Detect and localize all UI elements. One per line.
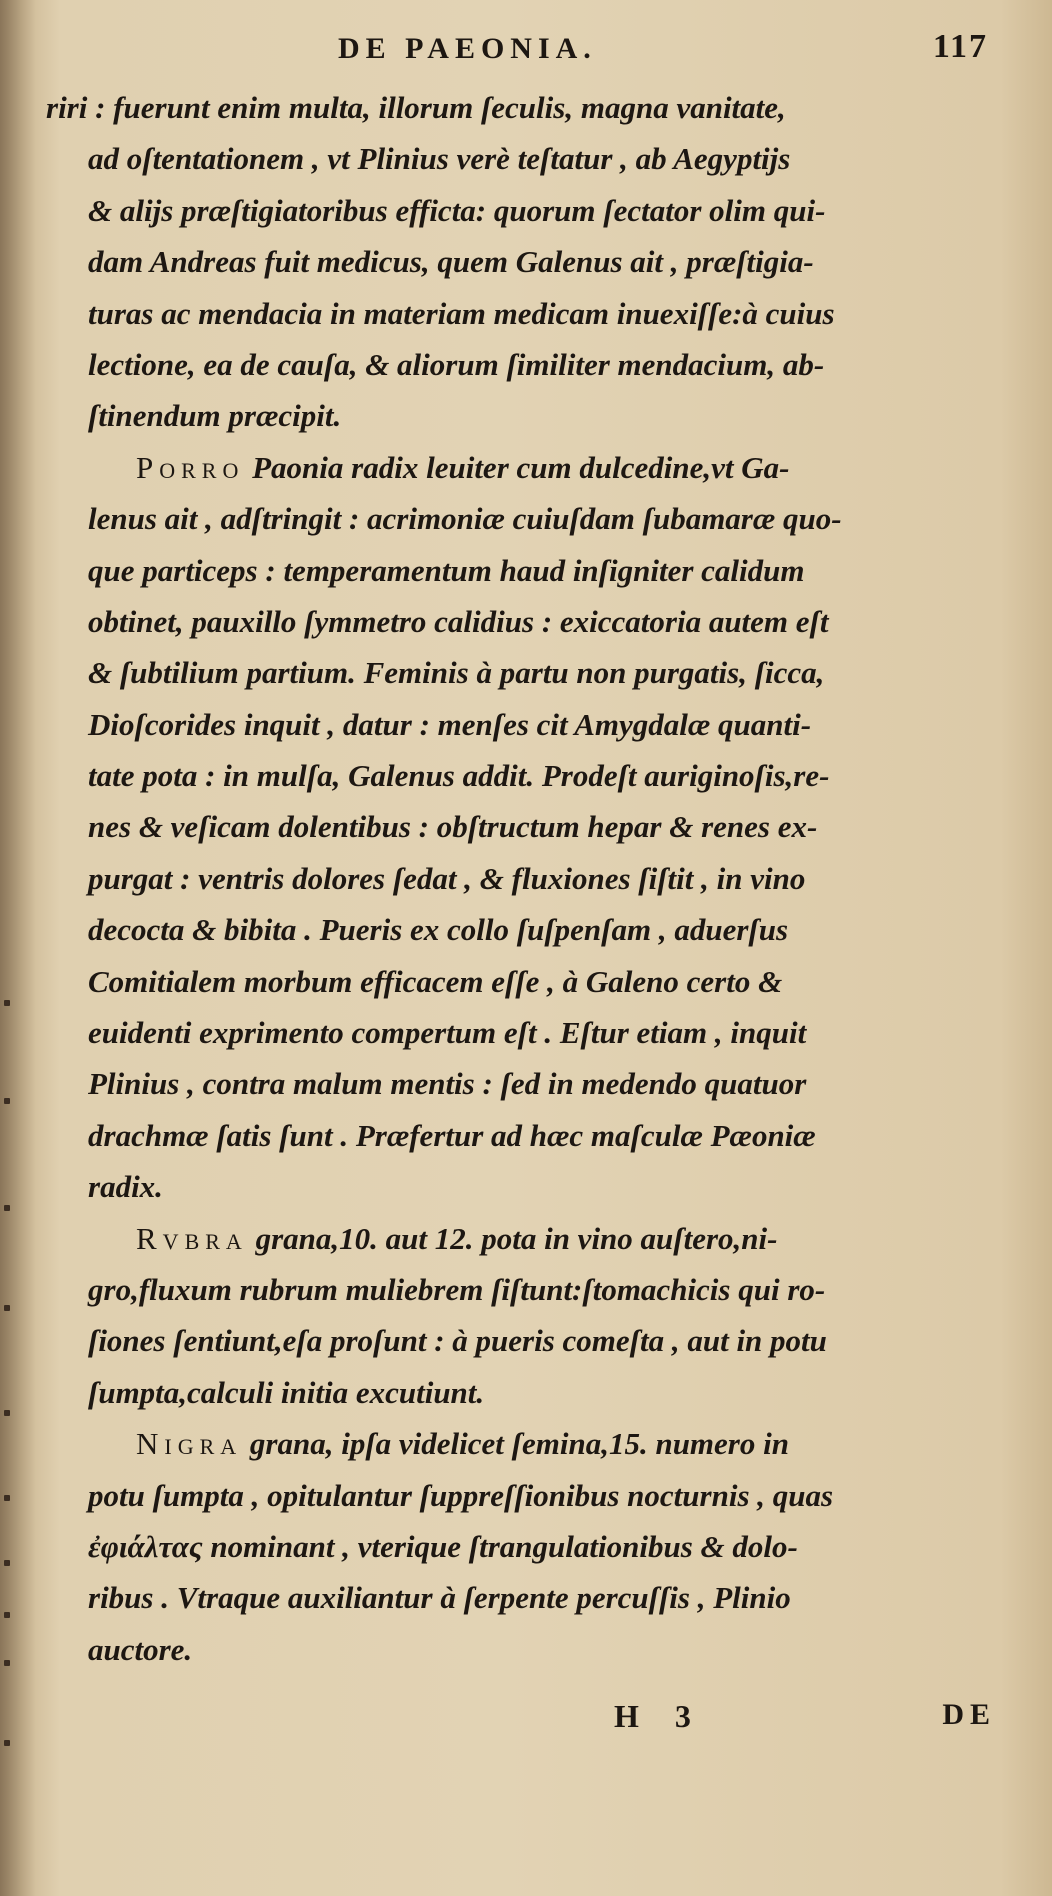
text-line: riri : fuerunt enim multa, illorum ſeculis, magna vanitate, [46,90,786,125]
text-line: lenus ait , adſtringit : acrimoniæ cuiuſdam ſubamaræ quo- [88,501,842,537]
text-line: radix. [88,1169,163,1205]
text-line: ſtinendum præcipit. [88,398,342,434]
text-line: euidenti exprimento compertum eſt . Eſtur etiam , inquit [88,1015,807,1051]
margin-mark [4,1495,10,1501]
text-line: grana,10. aut 12. pota in vino auſtero,ni- [255,1220,778,1256]
text-line: Plinius , contra malum mentis : ſed in medendo quatuor [88,1066,807,1102]
text-line: drachmæ ſatis ſunt . Præfertur ad hæc maſculæ Pæoniæ [88,1117,816,1153]
text-line: Dioſcorides inquit , datur : menſes cit Amygdalæ quanti- [88,706,812,742]
margin-mark [4,1612,10,1618]
text-line: auctore. [88,1631,193,1667]
text-line: ribus . Vtraque auxiliantur à ſerpente percuſſis , Plinio [88,1580,791,1616]
text-line: obtinet, pauxillo ſymmetro calidius : exiccatoria autem eſt [88,603,829,639]
text-line: lectione, ea de cauſa, & aliorum ſimiliter mendacium, ab- [88,346,825,382]
margin-mark [4,1660,10,1666]
text-line: grana, ipſa videlicet ſemina,15. numero in [249,1426,789,1462]
margin-marks [4,1000,18,1800]
paragraph-rubra [36,1213,996,1264]
text-line: tate pota : in mulſa, Galenus addit. Prodeſt auriginoſis,re- [88,758,830,794]
page-number: 117 [932,28,988,65]
running-head: DE PAEONIA. [338,32,597,65]
text-line: & alijs præſtigiatoribus effictа: quorum ſectator olim qui- [88,192,826,228]
signature-mark: H 3 [614,1698,705,1734]
page-header [36,18,1022,78]
text-line: nes & veſicam dolentibus : obſtructum hepar & renes ex- [88,809,818,845]
text-line: decocta & bibita . Pueris ex collo ſuſpenſam , aduerſus [88,912,789,948]
margin-mark [4,1000,10,1006]
page-footer [36,1698,996,1742]
margin-mark [4,1098,10,1104]
text-line: potu ſumpta , opitulantur ſuppreſſionibus nocturnis , quas [88,1477,834,1513]
small-caps-porro: Porro [136,449,245,485]
small-caps-rubra: Rvbra [136,1220,248,1256]
small-caps-nigra: Nigra [136,1426,243,1462]
text-line: ἐφιάλτας nominant , vterique ſtrangulationibus & dolo- [88,1528,798,1564]
text-line: que particeps : temperamentum haud inſigniter calidum [88,552,805,588]
text-line: Comitialem morbum efficacem eſſe , à Galeno certo & [88,963,783,999]
text-line: gro,fluxum rubrum muliebrem ſiſtunt:ſtomachicis qui ro- [88,1271,826,1307]
body-text [36,82,996,1675]
text-line: Paonia radix leuiter cum dulcedine,vt Ga- [252,449,790,485]
paragraph-porro [36,442,996,493]
text-line: dam Andreas fuit medicus, quem Galenus ait , præſtigia- [88,244,814,280]
margin-mark [4,1560,10,1566]
text-line: ſiones ſentiunt,eſa proſunt : à pueris comeſta , aut in potu [88,1323,827,1359]
margin-mark [4,1305,10,1311]
text-line: ſumpta,calculi initia excutiunt. [88,1374,485,1410]
margin-mark [4,1740,10,1746]
text-line: ad oſtentationem , vt Plinius verè teſtatur , ab Aegyptijs [88,141,791,177]
text-line: purgat : ventris dolores ſedat , & fluxiones ſiſtit , in vino [88,860,806,896]
margin-mark [4,1205,10,1211]
margin-mark [4,1410,10,1416]
catchword: DE [942,1698,996,1731]
paragraph-nigra [36,1418,996,1469]
text-line: turas ac mendacia in materiam medicam inuexiſſe:à cuius [88,295,835,331]
text-line: & ſubtilium partium. Feminis à partu non purgatis, ſicca, [88,655,825,691]
